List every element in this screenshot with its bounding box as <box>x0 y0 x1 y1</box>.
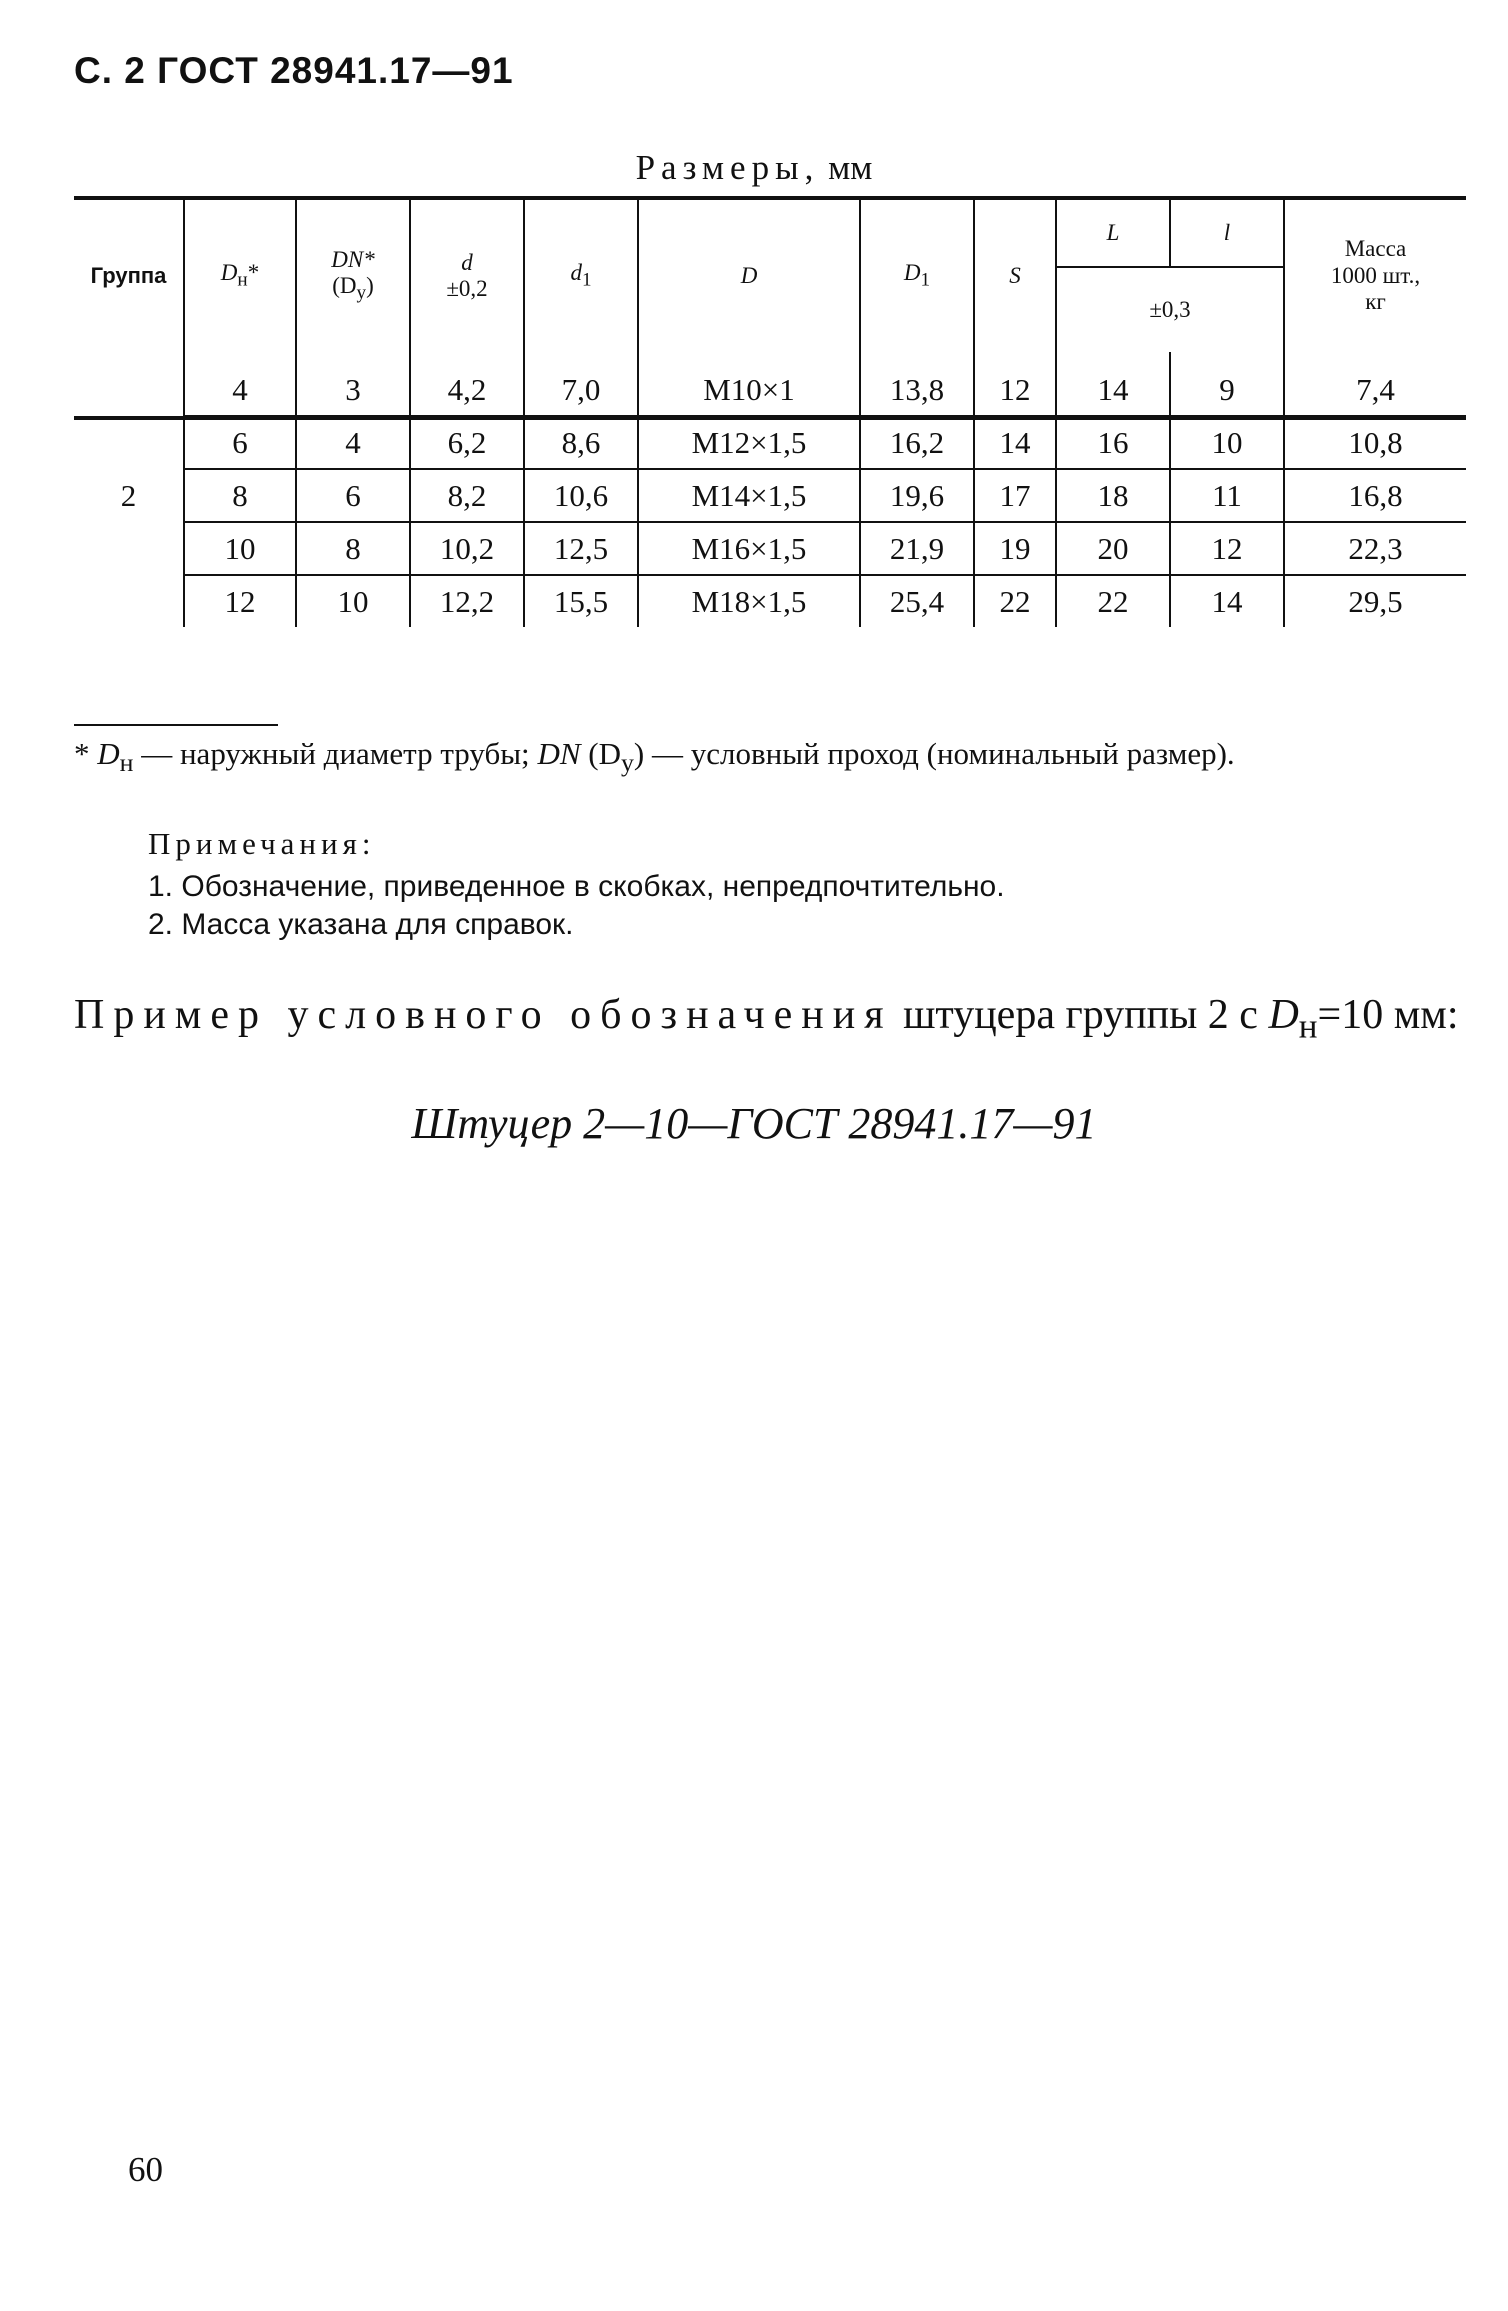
example-paragraph: Пример условного обозначения штуцера группы 2 с $D_н=10$ мм: <box>74 992 1459 1046</box>
cell-d: 6,2 <box>410 416 524 469</box>
cell-L: 20 <box>1056 522 1170 575</box>
cell-S: 14 <box>974 416 1056 469</box>
col-L-header: L <box>1056 200 1170 267</box>
col-D-header: D <box>638 200 860 352</box>
col-d1-header: $d_1$ <box>524 200 638 352</box>
designation-example: Штуцер 2—10—ГОСТ 28941.17—91 <box>411 1099 1097 1148</box>
cell-D: M10×1 <box>638 352 860 416</box>
cell-D: M14×1,5 <box>638 469 860 522</box>
cell-d: 12,2 <box>410 575 524 627</box>
cell-D1: 25,4 <box>860 575 974 627</box>
col-d-header: d ±0,2 <box>410 200 524 352</box>
cell-mass: 22,3 <box>1284 522 1466 575</box>
group-cell: 2 <box>74 352 184 627</box>
col-l-header: l <box>1170 200 1284 267</box>
cell-S: 17 <box>974 469 1056 522</box>
cell-d1: 12,5 <box>524 522 638 575</box>
col-group-header: Группа <box>74 200 184 352</box>
cell-mass: 16,8 <box>1284 469 1466 522</box>
cell-D: M18×1,5 <box>638 575 860 627</box>
cell-dnom: 3 <box>296 352 410 416</box>
cell-D1: 16,2 <box>860 416 974 469</box>
cell-d: 8,2 <box>410 469 524 522</box>
cell-S: 22 <box>974 575 1056 627</box>
cell-D1: 19,6 <box>860 469 974 522</box>
cell-mass: 7,4 <box>1284 352 1466 416</box>
caption-unit: мм <box>828 148 873 187</box>
note-item: 1. Обозначение, приведенное в скобках, непредпочтительно. <box>148 870 1005 903</box>
cell-D1: 21,9 <box>860 522 974 575</box>
col-mass-header: Масса 1000 шт., кг <box>1284 200 1466 352</box>
cell-L: 18 <box>1056 469 1170 522</box>
caption-title: Размеры, <box>635 148 820 187</box>
cell-l: 14 <box>1170 575 1284 627</box>
cell-l: 9 <box>1170 352 1284 416</box>
cell-dn: 10 <box>184 522 296 575</box>
cell-S: 19 <box>974 522 1056 575</box>
table-row <box>74 522 1466 575</box>
cell-L: 22 <box>1056 575 1170 627</box>
cell-dn: 12 <box>184 575 296 627</box>
col-Ll-tolerance: ±0,3 <box>1149 296 1191 322</box>
notes-title: Примечания: <box>148 826 376 861</box>
table-row <box>74 416 1466 469</box>
cell-l: 11 <box>1170 469 1284 522</box>
cell-d: 10,2 <box>410 522 524 575</box>
cell-l: 10 <box>1170 416 1284 469</box>
footnote-rule <box>74 724 278 726</box>
cell-D: M12×1,5 <box>638 416 860 469</box>
table-row <box>74 469 1466 522</box>
cell-dnom: 4 <box>296 416 410 469</box>
footnote: * $D_н$ — наружный диаметр трубы; DN $(D_у)$ — условный проход (номинальный размер). <box>74 736 1235 778</box>
cell-D1: 13,8 <box>860 352 974 416</box>
cell-mass: 29,5 <box>1284 575 1466 627</box>
cell-d: 4,2 <box>410 352 524 416</box>
cell-l: 12 <box>1170 522 1284 575</box>
cell-dn: 6 <box>184 416 296 469</box>
cell-dnom: 8 <box>296 522 410 575</box>
cell-L: 14 <box>1056 352 1170 416</box>
cell-dn: 4 <box>184 352 296 416</box>
col-dn-outer-header: $D_н*$ <box>184 200 296 352</box>
cell-d1: 10,6 <box>524 469 638 522</box>
cell-D: M16×1,5 <box>638 522 860 575</box>
table-row <box>74 352 1466 416</box>
table-caption <box>0 148 1508 188</box>
cell-d1: 8,6 <box>524 416 638 469</box>
page-number: 60 <box>128 2150 163 2189</box>
cell-d1: 15,5 <box>524 575 638 627</box>
cell-dnom: 10 <box>296 575 410 627</box>
cell-d1: 7,0 <box>524 352 638 416</box>
page-header: С. 2 ГОСТ 28941.17—91 <box>74 50 514 91</box>
cell-S: 12 <box>974 352 1056 416</box>
table-row <box>74 575 1466 627</box>
note-item: 2. Масса указана для справок. <box>148 908 574 941</box>
dimensions-table <box>74 200 1466 627</box>
cell-dnom: 6 <box>296 469 410 522</box>
col-D1-header: $D_1$ <box>860 200 974 352</box>
cell-mass: 10,8 <box>1284 416 1466 469</box>
col-S-header: S <box>974 200 1056 352</box>
cell-L: 16 <box>1056 416 1170 469</box>
col-dn-nominal-header: DN* $(D_у)$ <box>296 200 410 352</box>
cell-dn: 8 <box>184 469 296 522</box>
